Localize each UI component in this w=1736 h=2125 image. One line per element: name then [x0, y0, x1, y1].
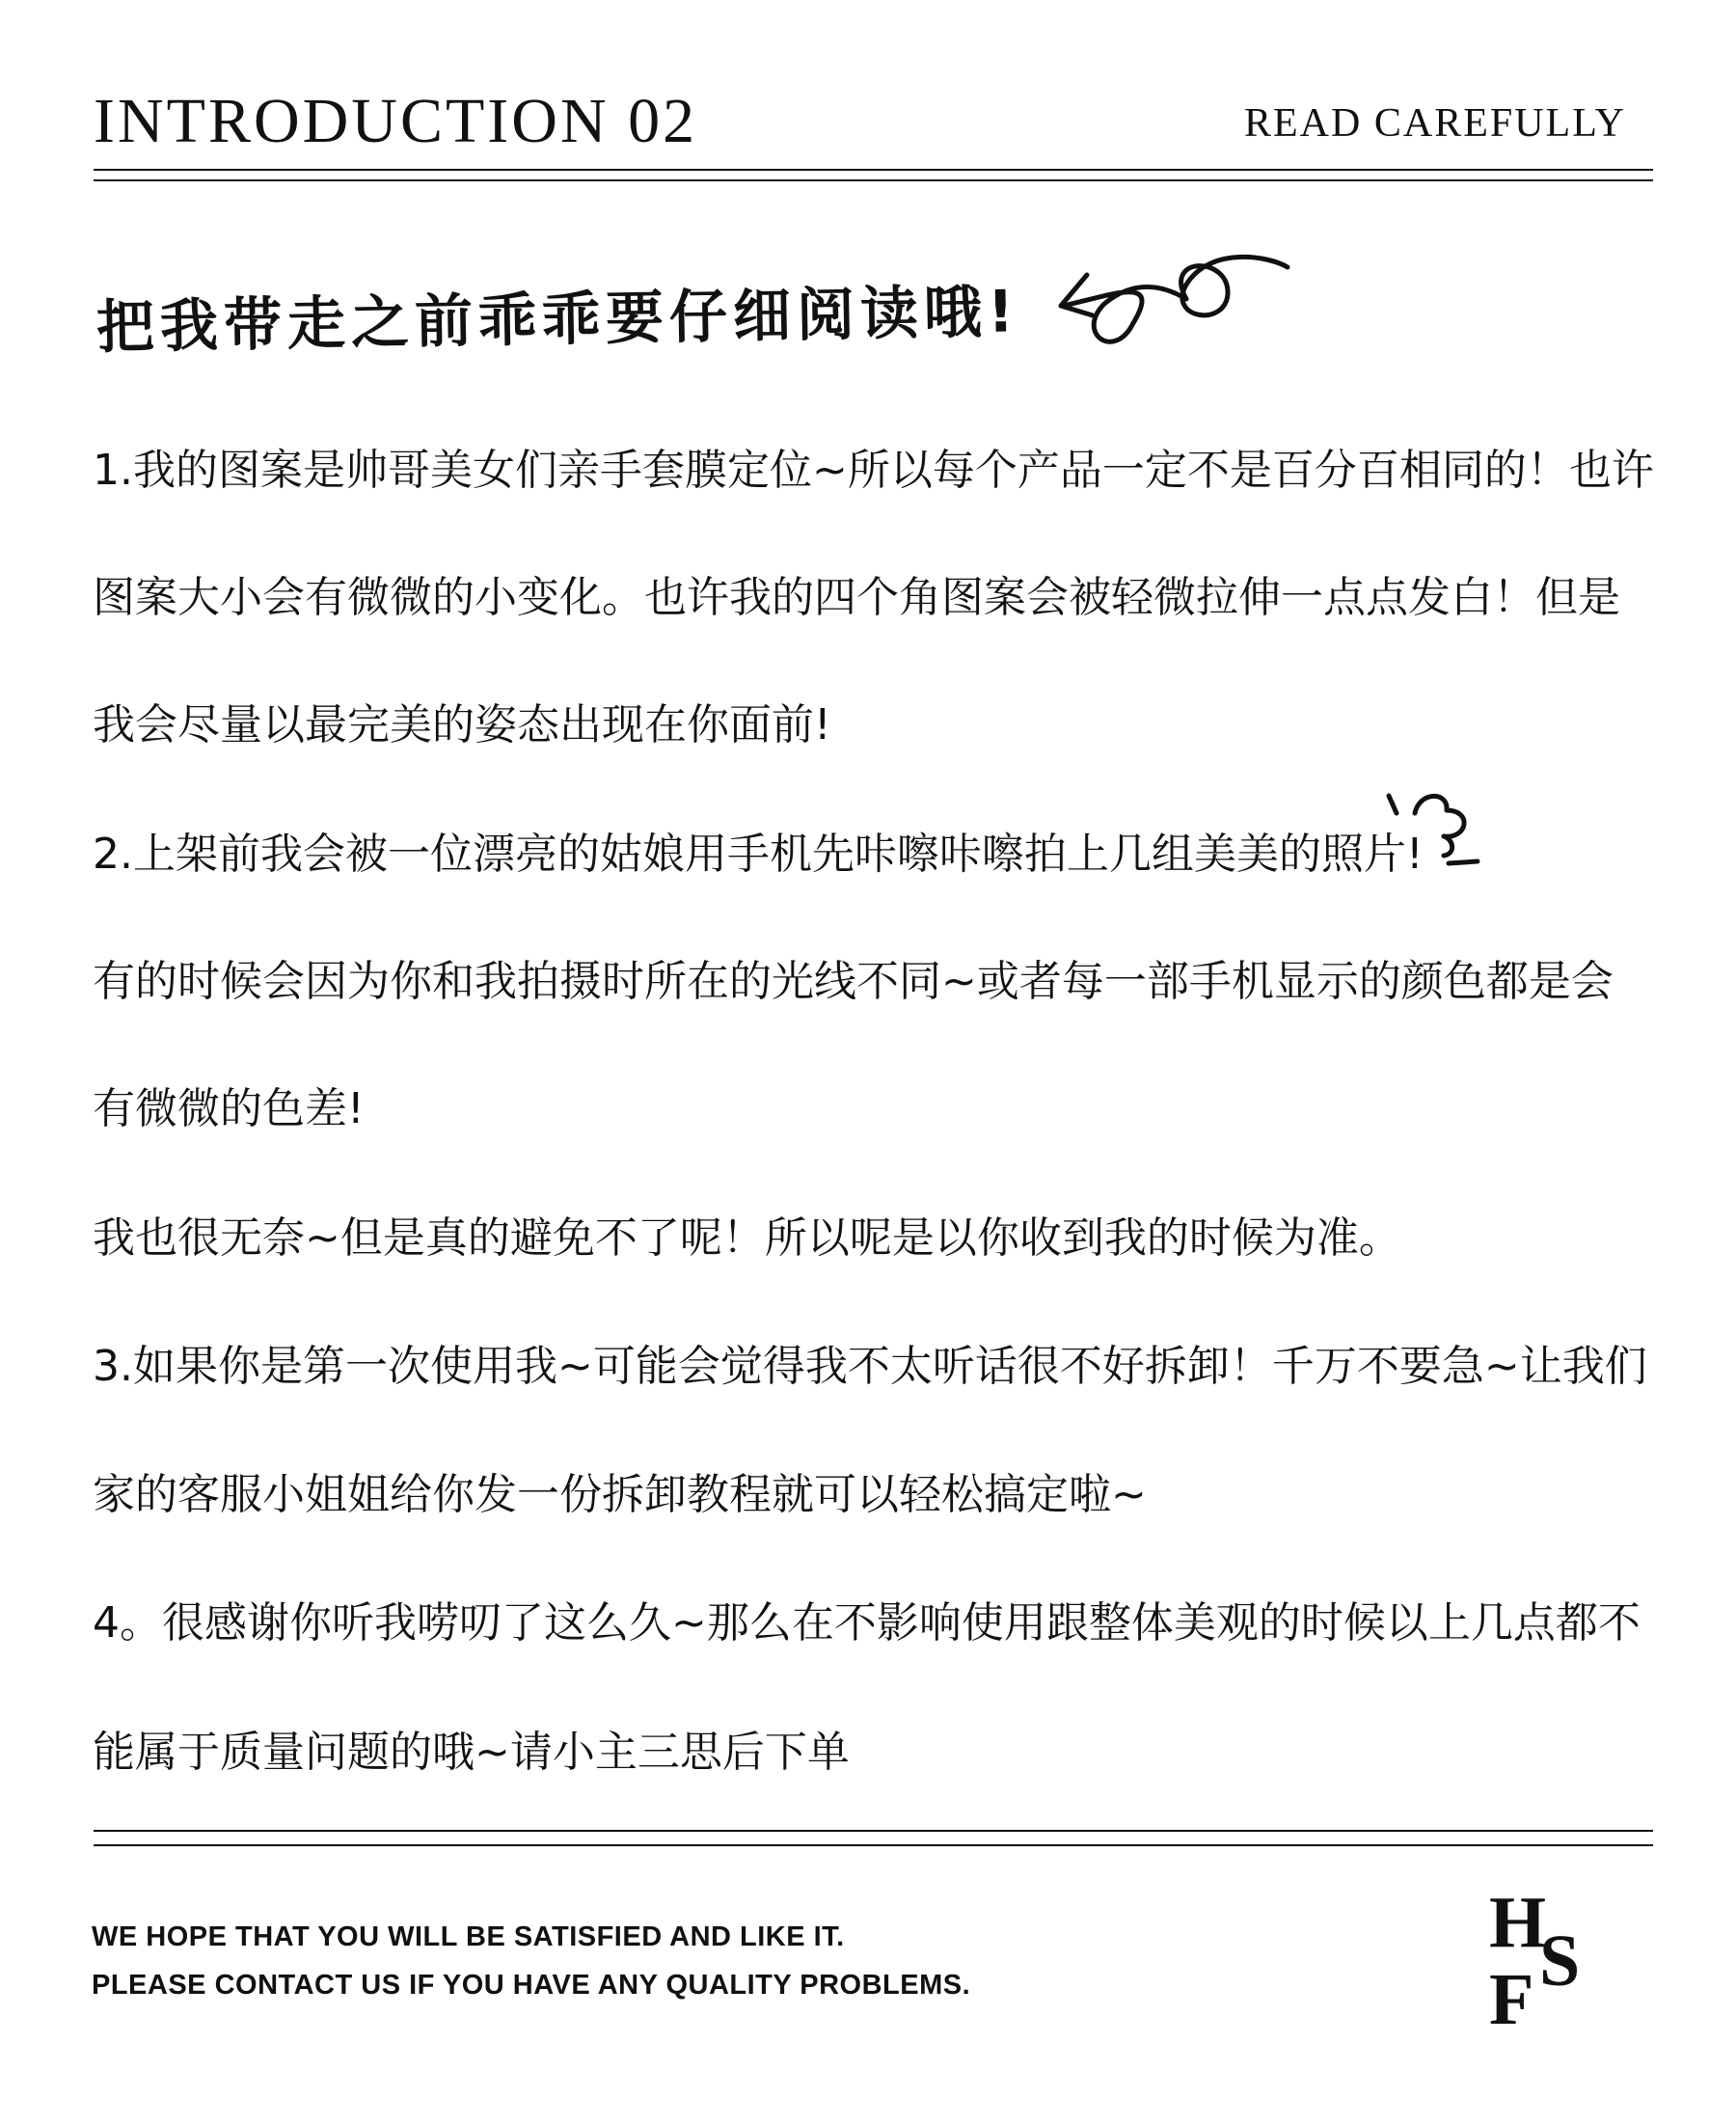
logo-letter-s: S [1539, 1921, 1581, 2002]
paragraph-line-3: 我会尽量以最完美的姿态出现在你面前! [93, 700, 831, 749]
paragraph-line-9: 家的客服小姐姐给你发一份拆卸教程就可以轻松搞定啦~ [93, 1470, 1147, 1519]
paragraph-line-10: 4。很感谢你听我唠叨了这么久~那么在不影响使用跟整体美观的时候以上几点都不 [93, 1598, 1641, 1648]
page-title: INTRODUCTION 02 [94, 86, 698, 156]
footer-divider-top [94, 1830, 1653, 1832]
squiggle-doodle [1381, 786, 1487, 873]
footer-line-2: PLEASE CONTACT US IF YOU HAVE ANY QUALITY PROBLEMS. [92, 1970, 971, 2001]
paragraph-line-2: 图案大小会有微微的小变化。也许我的四个角图案会被轻微拉伸一点点发白！但是 [93, 573, 1620, 622]
paragraph-line-6: 有微微的色差! [93, 1084, 365, 1133]
footer-divider-bottom [94, 1844, 1653, 1846]
paragraph-line-1: 1.我的图案是帅哥美女们亲手套膜定位~所以每个产品一定不是百分百相同的！也许 [93, 446, 1654, 495]
header-divider-bottom [94, 179, 1653, 181]
header-divider-top [94, 169, 1653, 171]
handwritten-headline: 把我带走之前乖乖要仔细阅读哦! [95, 278, 1020, 362]
logo-letter-h: H [1489, 1882, 1547, 1963]
footer-line-1: WE HOPE THAT YOU WILL BE SATISFIED AND LIKE IT. [92, 1921, 845, 1952]
read-carefully-label: READ CAREFULLY [1244, 101, 1626, 146]
loop-arrow-doodle [1056, 246, 1297, 371]
hsf-logo [1476, 1882, 1611, 2040]
paragraph-line-7: 我也很无奈~但是真的避免不了呢！所以呢是以你收到我的时候为准。 [93, 1213, 1401, 1263]
paragraph-line-11: 能属于质量问题的哦~请小主三思后下单 [93, 1728, 850, 1777]
logo-letter-f: F [1489, 1959, 1534, 2040]
paragraph-line-8: 3.如果你是第一次使用我~可能会觉得我不太听话很不好拆卸！千万不要急~让我们 [93, 1342, 1647, 1391]
paragraph-line-5: 有的时候会因为你和我拍摄时所在的光线不同~或者每一部手机显示的颜色都是会 [93, 957, 1614, 1006]
paragraph-line-4: 2.上架前我会被一位漂亮的姑娘用手机先咔嚓咔嚓拍上几组美美的照片! [93, 830, 1424, 879]
